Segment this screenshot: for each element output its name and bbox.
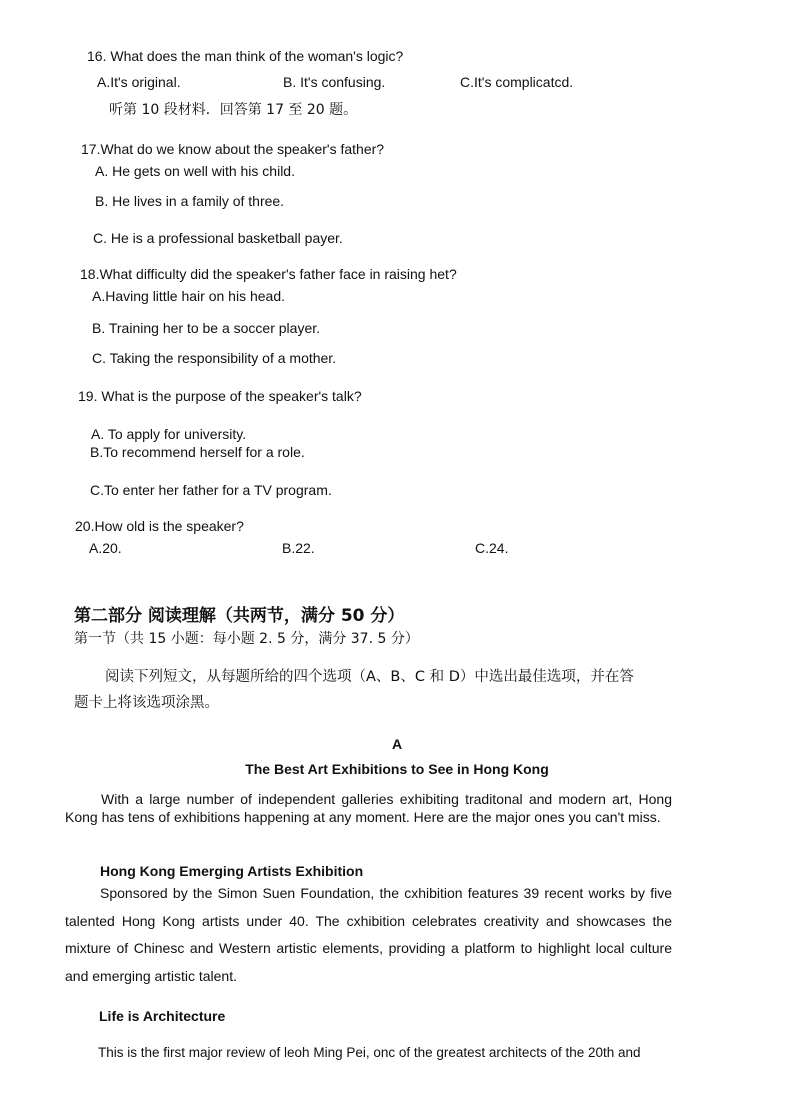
- q17-option-a: A. He gets on well with his child.: [95, 163, 295, 179]
- q16-option-a: A.It's original.: [97, 74, 181, 90]
- reading-instruction-line2: 题卡上将该选项涂黑。: [74, 695, 219, 711]
- part2-section1: 第一节（共 15 小题：每小题 2. 5 分，满分 37. 5 分）: [74, 631, 419, 647]
- section2-heading: Life is Architecture: [99, 1008, 226, 1024]
- q18-option-c: C. Taking the responsibility of a mother.: [92, 350, 337, 366]
- section1-body-text: Sponsored by the Simon Suen Foundation, the cxhibition features 39 recent works by five talented Hong Kong artists under 40. The cxhibition celebrates creativity and showcases the mixture of Chinesc and Western artistic elements, providing a platform to highlight local culture and emerging artistic talent.: [65, 885, 672, 984]
- q20-option-c: C.24.: [475, 540, 509, 556]
- passage-intro-text: With a large number of independent galleries exhibiting traditonal and modern art, Hong Kong has tens of exhibitions happening at any moment. Here are the major ones you can't miss.: [65, 791, 672, 825]
- section1-body: [65, 880, 672, 990]
- q16-option-b: B. It's confusing.: [283, 74, 386, 90]
- section1-heading: Hong Kong Emerging Artists Exhibition: [100, 863, 364, 879]
- q17-option-c: C. He is a professional basketball payer.: [93, 230, 343, 246]
- q20-option-a: A.20.: [89, 540, 122, 556]
- q20-options: [0, 539, 794, 557]
- q18-question: 18.What difficulty did the speaker's father face in raising het?: [80, 266, 457, 282]
- passage-intro: [65, 790, 672, 826]
- reading-instruction-line1: 阅读下列短文，从每题所给的四个选项（A、B、C 和 D）中选出最佳选项，并在答: [105, 669, 634, 685]
- q20-question: 20.How old is the speaker?: [75, 518, 244, 534]
- q19-option-a: A. To apply for university.: [91, 426, 247, 442]
- q20-option-b: B.22.: [282, 540, 315, 556]
- q17-option-b: B. He lives in a family of three.: [95, 193, 285, 209]
- part2-title: 第二部分 阅读理解（共两节，满分 50 分）: [74, 606, 405, 626]
- q18-option-a: A.Having little hair on his head.: [92, 288, 285, 304]
- q16-option-c: C.It's complicatcd.: [460, 74, 574, 90]
- section2-body: This is the first major review of leoh Ming Pei, onc of the greatest architects of the 20th and: [98, 1045, 641, 1060]
- q19-question: 19. What is the purpose of the speaker's talk?: [78, 388, 362, 404]
- listen-instruction: 听第 10 段材料．回答第 17 至 20 题。: [109, 102, 358, 118]
- passage-title: The Best Art Exhibitions to See in Hong Kong: [245, 761, 549, 777]
- q16-options: [0, 73, 794, 91]
- q17-question: 17.What do we know about the speaker's father?: [81, 141, 385, 157]
- passage-letter: A: [391, 736, 403, 752]
- q19-option-b: B.To recommend herself for a role.: [90, 444, 305, 460]
- q19-option-c: C.To enter her father for a TV program.: [90, 482, 332, 498]
- q16-question: 16. What does the man think of the woman's logic?: [87, 48, 404, 64]
- q18-option-b: B. Training her to be a soccer player.: [92, 320, 321, 336]
